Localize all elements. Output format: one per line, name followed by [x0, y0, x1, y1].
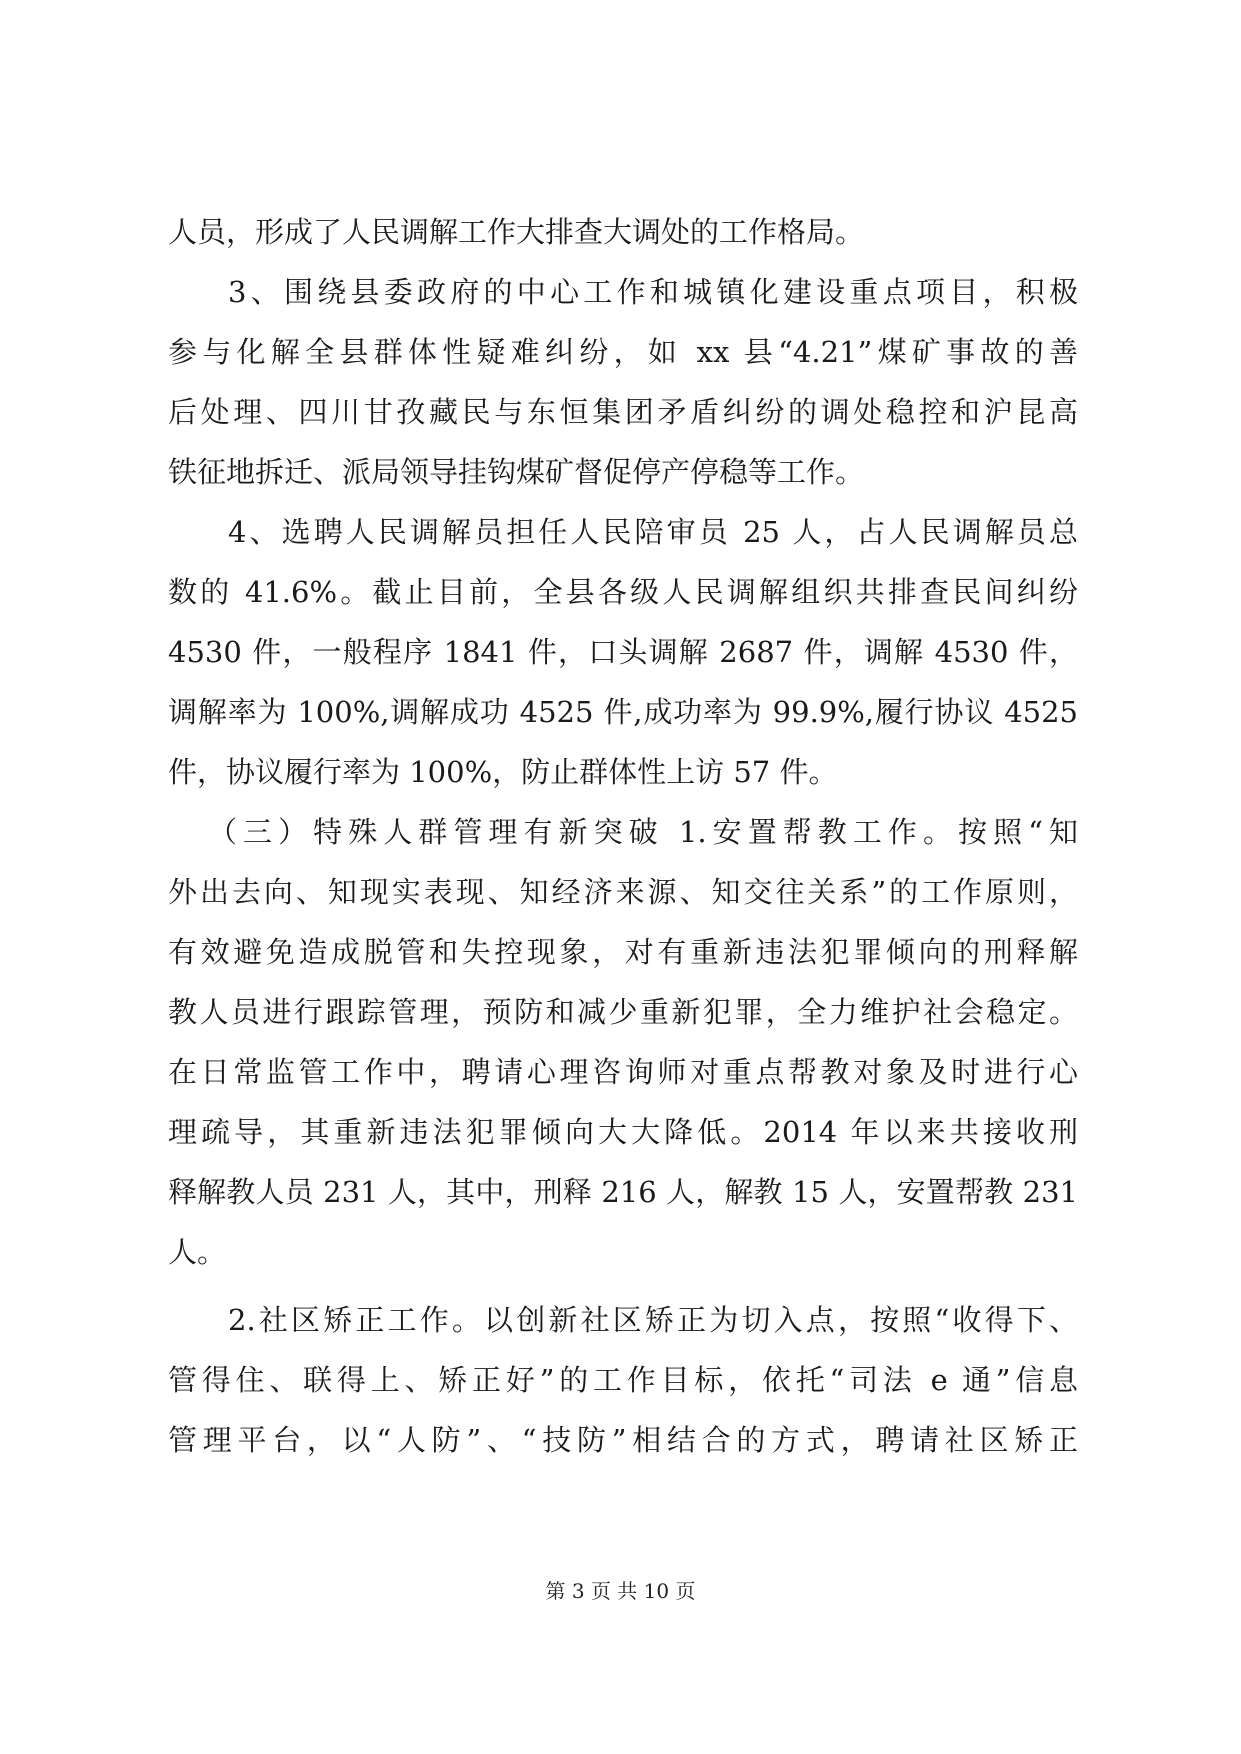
paragraph-line: 人员，形成了人民调解工作大排查大调处的工作格局。 — [168, 215, 865, 249]
paragraph-line: 件，协议履行率为 100%，防止群体性上访 57 件。 — [168, 755, 838, 789]
paragraph-line: 管得住、联得上、矫正好”的工作目标，依托“司法 e 通”信息 — [168, 1363, 1078, 1397]
paragraph-line: 释解教人员 231 人，其中，刑释 216 人，解教 15 人，安置帮教 231 — [168, 1175, 1078, 1209]
paragraph-line: （三）特殊人群管理有新突破 1.安置帮教工作。按照“知 — [208, 815, 1078, 849]
paragraph-line: 理疏导，其重新违法犯罪倾向大大降低。2014 年以来共接收刑 — [168, 1115, 1078, 1149]
paragraph-line: 调解率为 100%,调解成功 4525 件,成功率为 99.9%,履行协议 4525 — [168, 695, 1078, 729]
paragraph-line: 有效避免造成脱管和失控现象，对有重新违法犯罪倾向的刑释解 — [168, 935, 1078, 969]
paragraph-line: 管理平台，以“人防”、“技防”相结合的方式，聘请社区矫正 — [168, 1423, 1078, 1457]
paragraph-line: 教人员进行跟踪管理，预防和减少重新犯罪，全力维护社会稳定。 — [168, 995, 1078, 1029]
paragraph-line: 4530 件，一般程序 1841 件，口头调解 2687 件，调解 4530 件， — [168, 635, 1078, 669]
paragraph-line: 人。 — [168, 1235, 227, 1269]
paragraph-line: 2.社区矫正工作。以创新社区矫正为切入点，按照“收得下、 — [228, 1303, 1078, 1337]
paragraph-line: 3、围绕县委政府的中心工作和城镇化建设重点项目，积极 — [228, 275, 1078, 309]
paragraph-line: 在日常监管工作中，聘请心理咨询师对重点帮教对象及时进行心 — [168, 1055, 1078, 1089]
paragraph-line: 参与化解全县群体性疑难纠纷，如 xx 县“4.21”煤矿事故的善 — [168, 335, 1078, 369]
paragraph-line: 外出去向、知现实表现、知经济来源、知交往关系”的工作原则， — [168, 875, 1078, 909]
paragraph-line: 后处理、四川甘孜藏民与东恒集团矛盾纠纷的调处稳控和沪昆高 — [168, 395, 1078, 429]
page-number: 第 3 页 共 10 页 — [545, 1579, 696, 1603]
paragraph-line: 铁征地拆迁、派局领导挂钩煤矿督促停产停稳等工作。 — [168, 455, 865, 489]
paragraph-line: 数的 41.6%。截止目前，全县各级人民调解组织共排查民间纠纷 — [168, 575, 1078, 609]
paragraph-line: 4、选聘人民调解员担任人民陪审员 25 人，占人民调解员总 — [228, 515, 1078, 549]
